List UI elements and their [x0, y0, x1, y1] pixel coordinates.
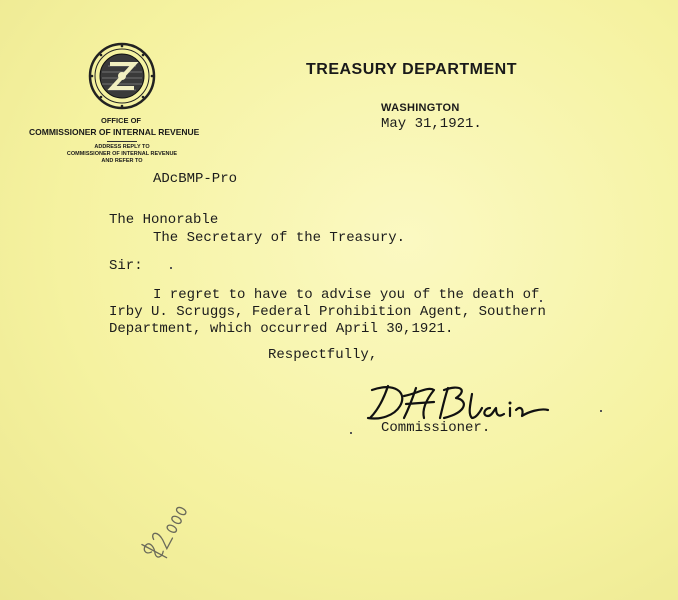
- greeting: Sir:: [109, 258, 143, 274]
- salutation-line-1: The Honorable: [109, 212, 219, 228]
- body-line-1: I regret to have to advise you of the death of: [153, 287, 540, 303]
- city-heading: WASHINGTON: [381, 102, 460, 114]
- pencil-annotation: [132, 500, 198, 566]
- letterhead-rule: [107, 141, 137, 142]
- body-line-3: Department, which occurred April 30,1921.: [109, 321, 454, 337]
- treasury-seal-icon: [88, 42, 156, 110]
- body-line-2: Irby U. Scruggs, Federal Prohibition Agent, Southern: [109, 304, 546, 320]
- reply-line-2: COMMISSIONER OF INTERNAL REVENUE: [66, 151, 178, 157]
- paper-mark: [170, 267, 172, 269]
- office-name: COMMISSIONER OF INTERNAL REVENUE: [29, 127, 200, 137]
- closing: Respectfully,: [268, 347, 378, 363]
- paper-mark: [600, 410, 602, 412]
- letter-date: May 31,1921.: [381, 116, 482, 132]
- reply-instructions: [62, 144, 182, 165]
- office-label: OFFICE OF: [101, 116, 141, 125]
- reply-line-1: ADDRESS REPLY TO: [94, 144, 150, 150]
- signer-title: Commissioner.: [381, 420, 491, 436]
- reply-line-3: AND REFER TO: [101, 158, 143, 164]
- signature: [364, 378, 550, 426]
- paper-mark: [350, 432, 352, 434]
- paper-mark: [540, 300, 542, 302]
- salutation-line-2: The Secretary of the Treasury.: [153, 230, 406, 246]
- reference-code: ADcBMP-Pro: [153, 171, 238, 187]
- department-heading: TREASURY DEPARTMENT: [306, 61, 517, 78]
